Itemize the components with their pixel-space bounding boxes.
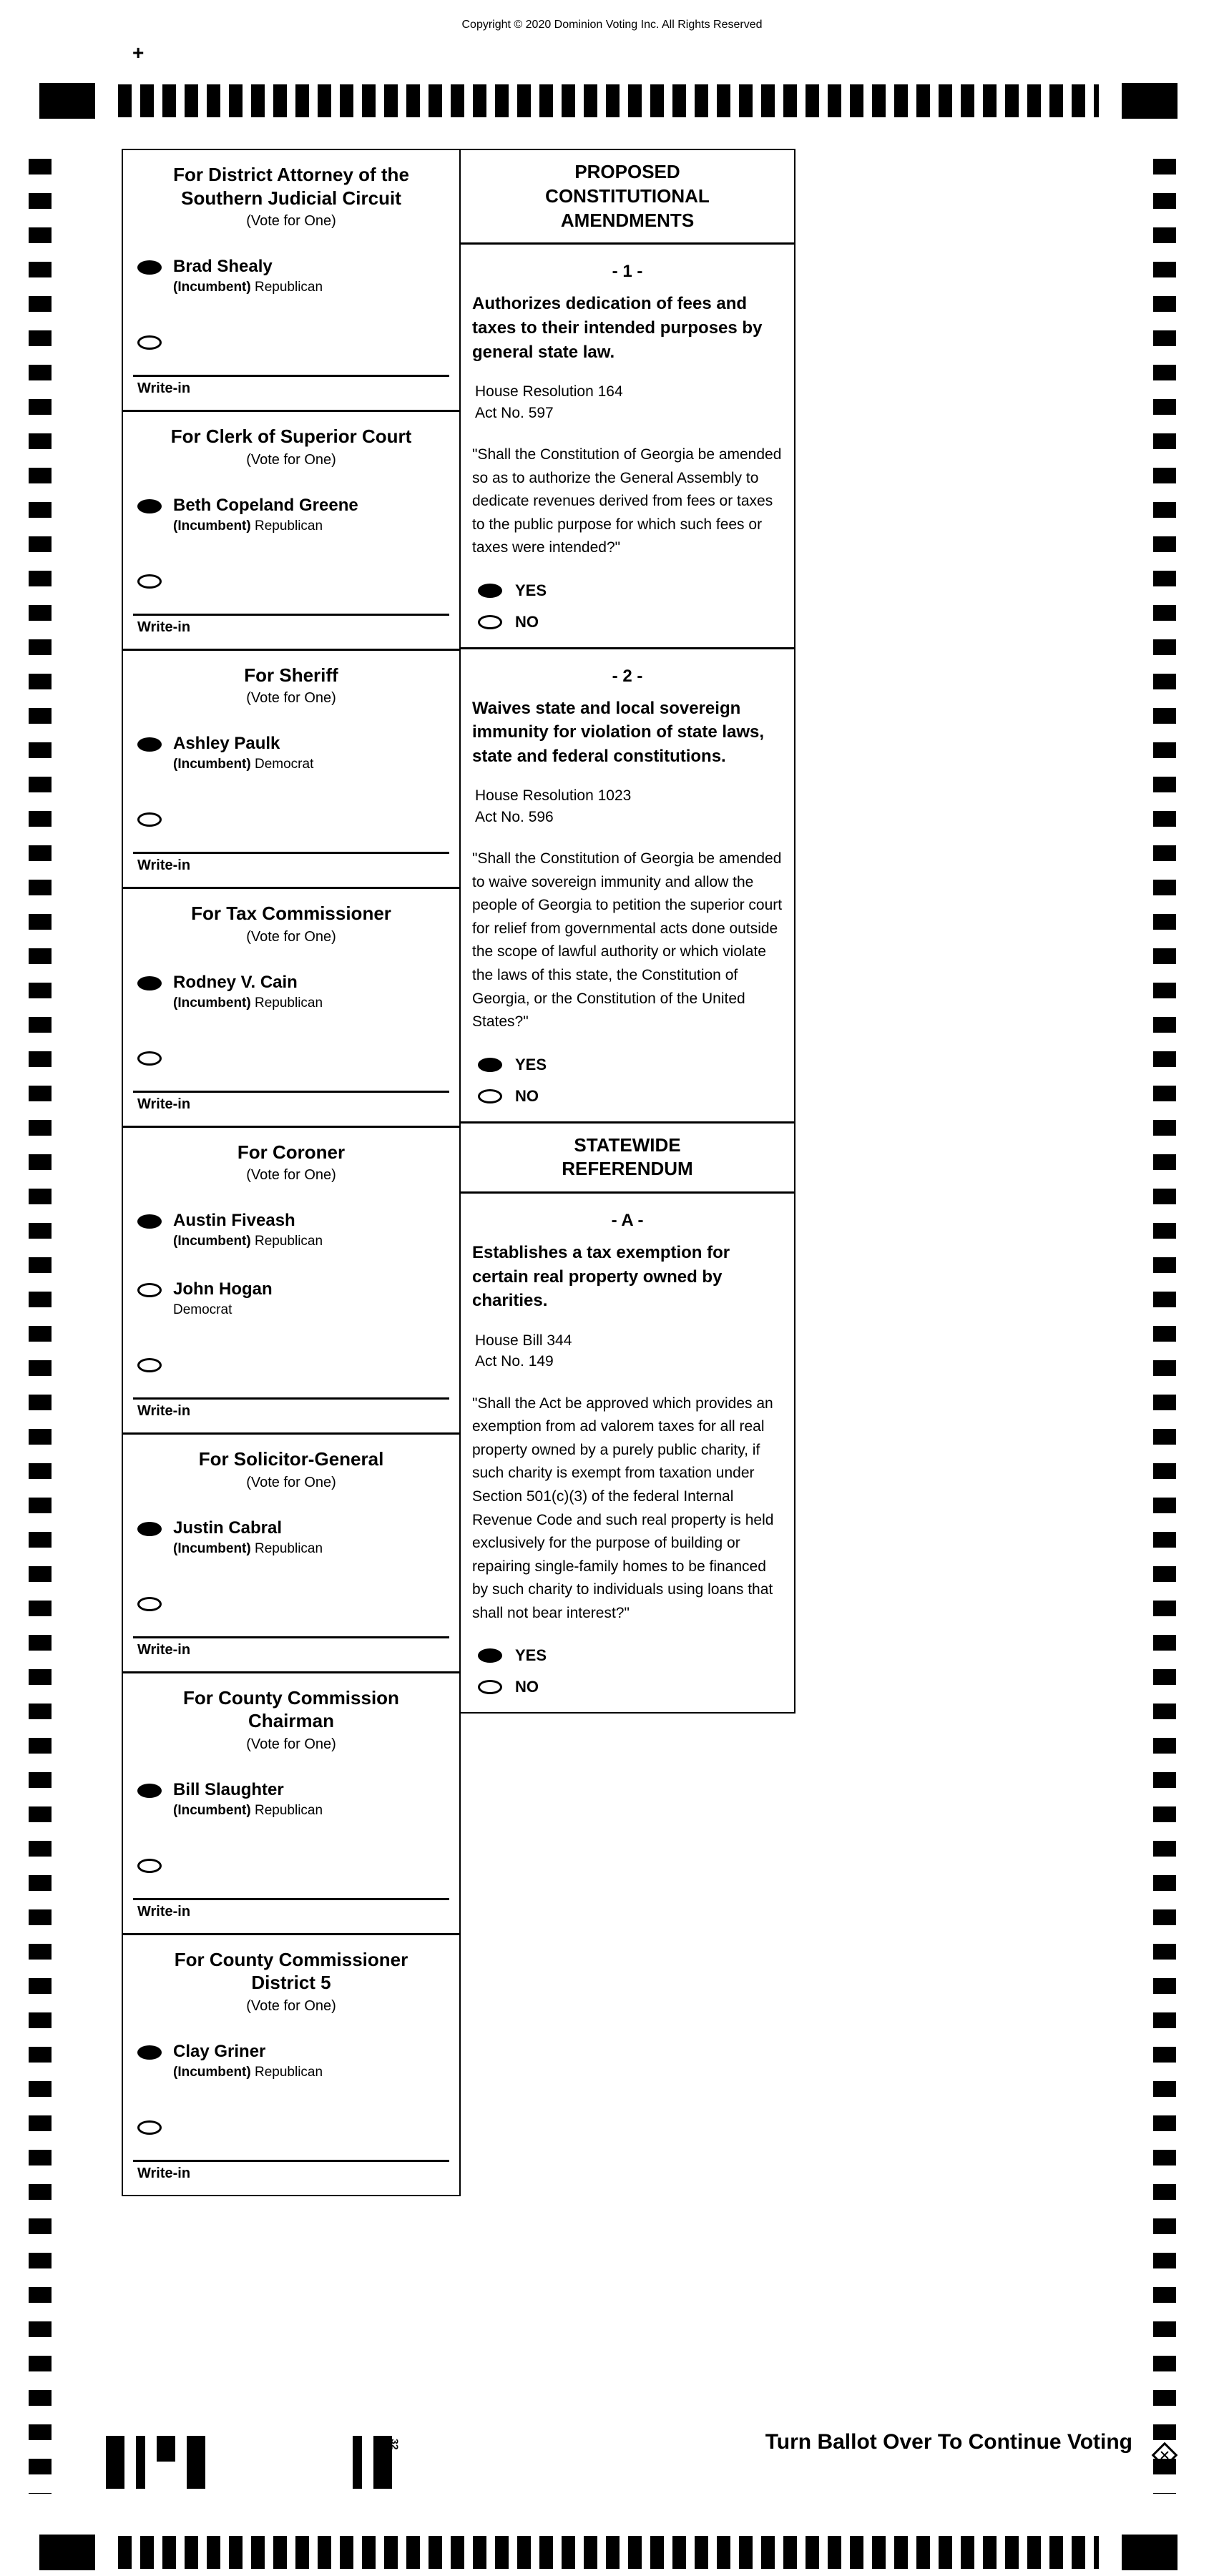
candidate-name: Austin Fiveash — [173, 1211, 295, 1230]
measure-reference-line: Act No. 597 — [475, 404, 554, 421]
measure-amendment-2 — [461, 647, 794, 1121]
vote-instruction: (Vote for One) — [246, 1997, 336, 2014]
candidate-party: Republican — [255, 1540, 323, 1556]
candidate-detail — [173, 996, 323, 1011]
measure-question: "Shall the Constitution of Georgia be amended so as to authorize the General Assembly to dedicate revenues derived from fees or taxes to the public purpose for which such fees or taxes were intended?" — [472, 446, 782, 556]
measure-summary: Authorizes dedication of fees and taxes to their intended purposes by general state law. — [472, 294, 763, 362]
yes-option — [472, 1056, 783, 1074]
measure-reference-line: Act No. 596 — [475, 808, 554, 825]
write-in-label: Write-in — [137, 619, 191, 635]
candidate-row — [123, 1780, 459, 1819]
contest-title: For Clerk of Superior Court — [170, 426, 412, 447]
candidate-detail — [173, 2065, 323, 2080]
measure-number: - 2 - — [612, 666, 643, 686]
timing-marks-right — [1153, 159, 1176, 2494]
write-in-area[interactable] — [133, 1898, 449, 1922]
timing-marks-left — [29, 159, 52, 2494]
section-statewide-referendum — [461, 1121, 794, 1713]
candidate-party: Democrat — [255, 757, 314, 772]
candidate-detail — [173, 518, 358, 534]
write-in-oval-row — [123, 1051, 459, 1069]
candidate-row — [123, 257, 459, 295]
yes-oval[interactable] — [478, 1058, 502, 1072]
candidate-name: Bill Slaughter — [173, 1779, 284, 1799]
plus-registration-mark: + — [132, 41, 145, 64]
measure-reference — [472, 785, 783, 827]
no-label: NO — [515, 1086, 539, 1105]
yes-option — [472, 581, 783, 600]
contest-commissioner-district-5 — [123, 1935, 459, 2195]
write-in-oval[interactable] — [137, 1597, 162, 1611]
contest-title: For Coroner — [237, 1141, 346, 1163]
no-oval[interactable] — [478, 615, 502, 629]
candidate-qualifier: (Incumbent) — [173, 1540, 251, 1556]
measure-referendum-a — [461, 1194, 794, 1712]
candidate-qualifier: (Incumbent) — [173, 995, 251, 1011]
no-option — [472, 613, 783, 631]
candidate-row — [123, 496, 459, 534]
measure-reference — [472, 381, 783, 423]
candidate-qualifier: (Incumbent) — [173, 1234, 251, 1249]
write-in-oval[interactable] — [137, 1358, 162, 1372]
write-in-oval[interactable] — [137, 1051, 162, 1066]
candidate-party: Republican — [255, 1802, 323, 1818]
write-in-oval-row — [123, 1358, 459, 1376]
write-in-label: Write-in — [137, 1641, 191, 1658]
write-in-area[interactable] — [133, 852, 449, 875]
contest-clerk-superior-court — [123, 412, 459, 651]
candidate-name: Brad Shealy — [173, 257, 273, 276]
candidate-qualifier: (Incumbent) — [173, 518, 251, 534]
contest-title: For District Attorney of the Southern Judicial Circuit — [173, 164, 409, 209]
no-oval[interactable] — [478, 1680, 502, 1694]
measure-reference-line: House Resolution 164 — [475, 383, 623, 400]
candidate-oval[interactable] — [137, 2045, 162, 2060]
write-in-oval[interactable] — [137, 2120, 162, 2135]
candidate-detail — [173, 1803, 323, 1819]
yes-oval[interactable] — [478, 1648, 502, 1663]
candidate-row — [123, 1518, 459, 1557]
measures-header: PROPOSED CONSTITUTIONAL AMENDMENTS — [461, 150, 794, 245]
write-in-oval[interactable] — [137, 574, 162, 589]
candidate-oval[interactable] — [137, 1522, 162, 1536]
candidate-party: Republican — [255, 518, 323, 534]
timing-ticks — [118, 2536, 1099, 2569]
contest-tax-commissioner — [123, 889, 459, 1128]
write-in-label: Write-in — [137, 2165, 191, 2181]
yes-option — [472, 1646, 783, 1665]
write-in-oval[interactable] — [137, 335, 162, 350]
sheet-code: 32 — [389, 2439, 401, 2450]
contest-sheriff — [123, 651, 459, 890]
vote-instruction: (Vote for One) — [246, 928, 336, 945]
write-in-oval-row — [123, 335, 459, 353]
copyright-text: Copyright © 2020 Dominion Voting Inc. All Rights Reserved — [461, 19, 763, 31]
candidate-qualifier: (Incumbent) — [173, 2064, 251, 2080]
candidate-party: Republican — [255, 1234, 323, 1249]
write-in-label: Write-in — [137, 1903, 191, 1919]
measure-number: - 1 - — [612, 262, 643, 282]
contest-title: For Tax Commissioner — [191, 903, 391, 924]
measure-summary: Waives state and local sovereign immunity for violation of state laws, state and federal constitutions. — [472, 698, 765, 766]
no-option — [472, 1678, 783, 1696]
vote-instruction: (Vote for One) — [246, 1736, 336, 1752]
candidate-detail — [173, 1302, 273, 1318]
candidate-detail — [173, 1234, 323, 1249]
barcode-bar — [353, 2436, 362, 2489]
contest-title: For Sheriff — [244, 664, 338, 686]
timing-marks-bottom — [39, 2535, 1178, 2570]
candidate-party: Republican — [255, 995, 323, 1011]
write-in-label: Write-in — [137, 1403, 191, 1419]
section-constitutional-amendments — [461, 150, 794, 1121]
measure-reference-line: House Bill 344 — [475, 1332, 572, 1349]
barcode-bar — [157, 2436, 175, 2462]
measures-column — [461, 149, 795, 1714]
measure-question: "Shall the Constitution of Georgia be amended to waive sovereign immunity and allow the people of Georgia to petition the superior court for relief from governmental acts done outside the scope of lawful authority or which violate the laws of this state, the Constitution of Georgia, or the Constitution of the United States?" — [472, 850, 783, 1031]
barcode-marks — [106, 2436, 403, 2489]
barcode-bar — [187, 2436, 205, 2489]
write-in-oval-row — [123, 574, 459, 592]
contests-column — [122, 149, 461, 2196]
write-in-oval[interactable] — [137, 812, 162, 827]
yes-label: YES — [515, 1055, 547, 1073]
candidate-detail — [173, 1541, 323, 1557]
measure-reference-line: House Resolution 1023 — [475, 787, 632, 805]
timing-block-left — [39, 83, 95, 119]
candidate-detail — [173, 757, 313, 772]
candidate-oval[interactable] — [137, 737, 162, 752]
contest-title: For Solicitor-General — [198, 1448, 384, 1470]
contest-solicitor-general — [123, 1435, 459, 1673]
candidate-row — [123, 973, 459, 1011]
barcode-bar — [136, 2436, 145, 2489]
candidate-name: Justin Cabral — [173, 1518, 283, 1538]
timing-block-left — [39, 2535, 95, 2570]
no-option — [472, 1087, 783, 1106]
candidate-detail — [173, 280, 323, 295]
write-in-label: Write-in — [137, 380, 191, 396]
measure-reference-line: Act No. 149 — [475, 1353, 554, 1370]
measure-amendment-1 — [461, 245, 794, 647]
candidate-qualifier: (Incumbent) — [173, 1802, 251, 1818]
no-label: NO — [515, 1678, 539, 1696]
no-oval[interactable] — [478, 1089, 502, 1103]
timing-ticks — [118, 84, 1099, 117]
yes-label: YES — [515, 1646, 547, 1665]
write-in-oval-row — [123, 2120, 459, 2138]
candidate-oval[interactable] — [137, 260, 162, 275]
measure-number: - A - — [611, 1211, 644, 1231]
write-in-oval[interactable] — [137, 1859, 162, 1873]
yes-label: YES — [515, 581, 547, 599]
write-in-area[interactable] — [133, 375, 449, 398]
contest-commission-chairman — [123, 1673, 459, 1935]
write-in-area[interactable] — [133, 1397, 449, 1421]
turn-ballot-notice: Turn Ballot Over To Continue Voting — [765, 2430, 1132, 2454]
candidate-name: Rodney V. Cain — [173, 972, 298, 992]
vote-instruction: (Vote for One) — [246, 213, 336, 229]
candidate-row — [123, 1279, 459, 1318]
vote-instruction: (Vote for One) — [246, 451, 336, 468]
write-in-area[interactable] — [133, 1091, 449, 1114]
candidate-qualifier: (Incumbent) — [173, 757, 251, 772]
contest-title: For County Commission Chairman — [183, 1686, 399, 1731]
candidate-oval[interactable] — [137, 976, 162, 990]
candidate-name: Ashley Paulk — [173, 734, 280, 753]
candidate-name: Clay Griner — [173, 2041, 266, 2061]
ballot-body — [122, 149, 795, 2196]
vote-instruction: (Vote for One) — [246, 690, 336, 706]
write-in-area[interactable] — [133, 1636, 449, 1660]
candidate-party: Republican — [255, 280, 323, 295]
measure-reference — [472, 1330, 783, 1372]
barcode-bar — [106, 2436, 124, 2489]
write-in-area[interactable] — [133, 2160, 449, 2183]
timing-block-right — [1122, 83, 1178, 119]
candidate-oval[interactable] — [137, 1784, 162, 1798]
candidate-row — [123, 1211, 459, 1249]
measure-summary: Establishes a tax exemption for certain real property owned by charities. — [472, 1243, 730, 1311]
candidate-name: Beth Copeland Greene — [173, 495, 358, 515]
measure-question: "Shall the Act be approved which provides an exemption from ad valorem taxes for all real property owned by a purely public charity, if such charity is exempt from taxation under Section 501(c)(3) of the federal Internal Revenue Code and such real property is held exclusively for the purpose of building or repairing single-family homes to be financed by such charity to individuals using loans that shall not bear interest?" — [472, 1395, 774, 1621]
contest-coroner — [123, 1128, 459, 1435]
write-in-label: Write-in — [137, 857, 191, 873]
write-in-oval-row — [123, 1859, 459, 1877]
candidate-party: Republican — [255, 2064, 323, 2080]
candidate-oval[interactable] — [137, 1214, 162, 1229]
vote-instruction: (Vote for One) — [246, 1474, 336, 1490]
no-label: NO — [515, 612, 539, 631]
timing-marks-top — [39, 83, 1178, 119]
candidate-row — [123, 2042, 459, 2080]
candidate-qualifier: (Incumbent) — [173, 280, 251, 295]
write-in-oval-row — [123, 812, 459, 830]
candidate-oval[interactable] — [137, 1283, 162, 1297]
candidate-row — [123, 734, 459, 772]
write-in-label: Write-in — [137, 1096, 191, 1112]
timing-block-right — [1122, 2535, 1178, 2570]
write-in-area[interactable] — [133, 614, 449, 637]
measures-header: STATEWIDE REFERENDUM — [461, 1124, 794, 1194]
write-in-oval-row — [123, 1597, 459, 1615]
contest-district-attorney — [123, 150, 459, 412]
yes-oval[interactable] — [478, 584, 502, 598]
contest-title: For County Commissioner District 5 — [174, 1948, 408, 1993]
vote-instruction: (Vote for One) — [246, 1167, 336, 1183]
candidate-party: Democrat — [173, 1302, 232, 1317]
candidate-oval[interactable] — [137, 499, 162, 513]
candidate-name: John Hogan — [173, 1279, 273, 1299]
